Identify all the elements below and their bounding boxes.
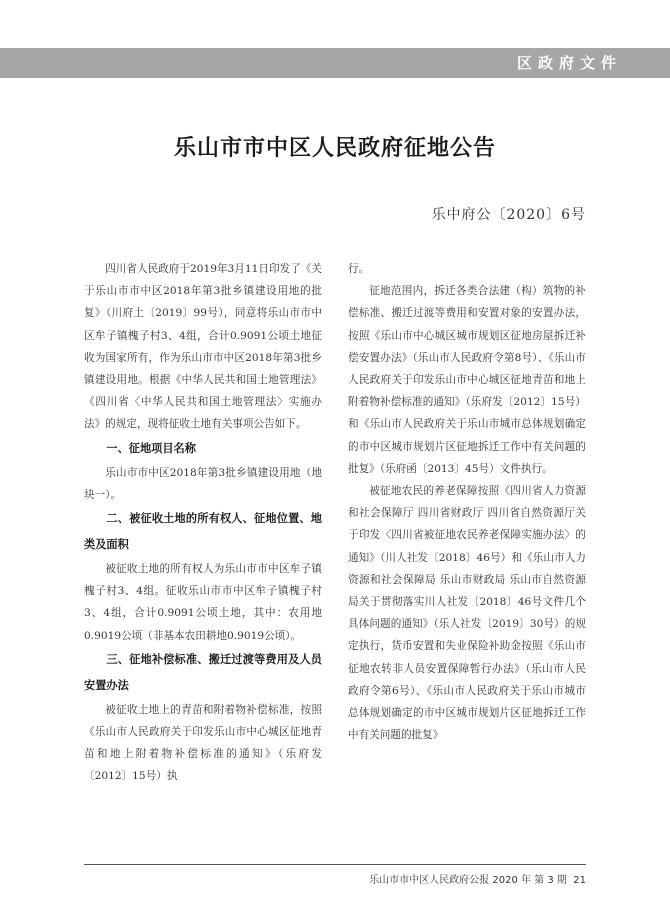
page-number: 21 [573,875,586,886]
left-column [84,258,322,788]
section-1-paragraph: 乐山市市中区2018年第3批乡镇建设用地（地块一）。 [84,466,322,501]
demolition-paragraph: 征地范围内，拆迁各类合法建（构）筑物的补偿标准、搬迁过渡等费用和安置对象的安置办法，按照《乐山市中心城区城市规划区征地房屋拆迁补偿安置办法》（乐山市人民政府令第8号）、《乐山市人民政府关于印发乐山市中心城区征地青苗和地上附着物补偿标准的通知》（乐府发〔2012〕15号）和《乐山市人民政府关于乐山市城市总体规划确定的市中区城市规划片区征地拆迁工作中有关问题的批复》（乐府函〔2013〕45号）文件执行。 [348,285,586,475]
section-1-heading: 一、征地项目名称 [106,441,196,455]
section-3-heading: 三、征地补偿标准、搬迁过渡等费用及人员安置办法 [84,652,322,692]
section-3-paragraph: 被征收土地上的青苗和附着物补偿标准，按照《乐山市人民政府关于印发乐山市中心城区征地青苗和地上附着物补偿标准的通知》（乐府发〔2012〕15号）执 [84,703,322,783]
footer-publication: 乐山市市中区人民政府公报 2020 年 第 3 期 [369,875,567,886]
section-2-paragraph: 被征收土地的所有权人为乐山市市中区牟子镇槐子村3、4组。征收乐山市市中区牟子镇槐子村3、4组，合计0.9091公顷土地，其中：农用地0.9019公顷（非基本农田耕地0.9019公顷）。 [84,563,322,642]
header-section-label: 区政府文件 [516,54,622,72]
page-title: 乐山市市中区人民政府征地公告 [173,135,496,161]
right-column [348,258,586,746]
section-2-heading: 二、被征收土地的所有权人、征地位置、地类及面积 [84,512,322,552]
continuation-text: 行。 [348,263,370,275]
header-band [0,48,670,78]
footer-divider [84,864,586,865]
pension-paragraph: 被征地农民的养老保障按照《四川省人力资源和社会保障厅 四川省财政厅 四川省自然资源厅关于印发〈四川省被征地农民养老保障实施办法〉的通知》（川人社发〔2018〕46号）和《乐山市人力资源和社会保障局 乐山市财政局 乐山市自然资源局关于贯彻落实川人社发〔2018〕46号文件几个具体问题的通知》（乐人社发〔2019〕30号）的规定执行，货币安置和失业保险补助金按照《乐山市征地农转非人员安置保障暂行办法》（乐山市人民政府令第6号）、《乐山市人民政府关于乐山市城市总体规划确定的市中区城市规划片区征地拆迁工作中有关问题的批复》 [348,485,586,742]
intro-paragraph: 四川省人民政府于2019年3月11日印发了《关于乐山市市中区2018年第3批乡镇建设用地的批复》（川府土〔2019〕99号），同意将乐山市市中区牟子镇槐子村3、4组，合计0.9091公顷土地征收为国家所有，作为乐山市市中区2018年第3批乡镇建设用地。根据《中华人民共和国土地管理法》《四川省〈中华人民共和国土地管理法〉实施办法》的规定，现将征收土地有关事项公告如下。 [84,263,322,431]
document-number: 乐中府公〔2020〕6号 [431,207,586,223]
footer [369,871,586,886]
